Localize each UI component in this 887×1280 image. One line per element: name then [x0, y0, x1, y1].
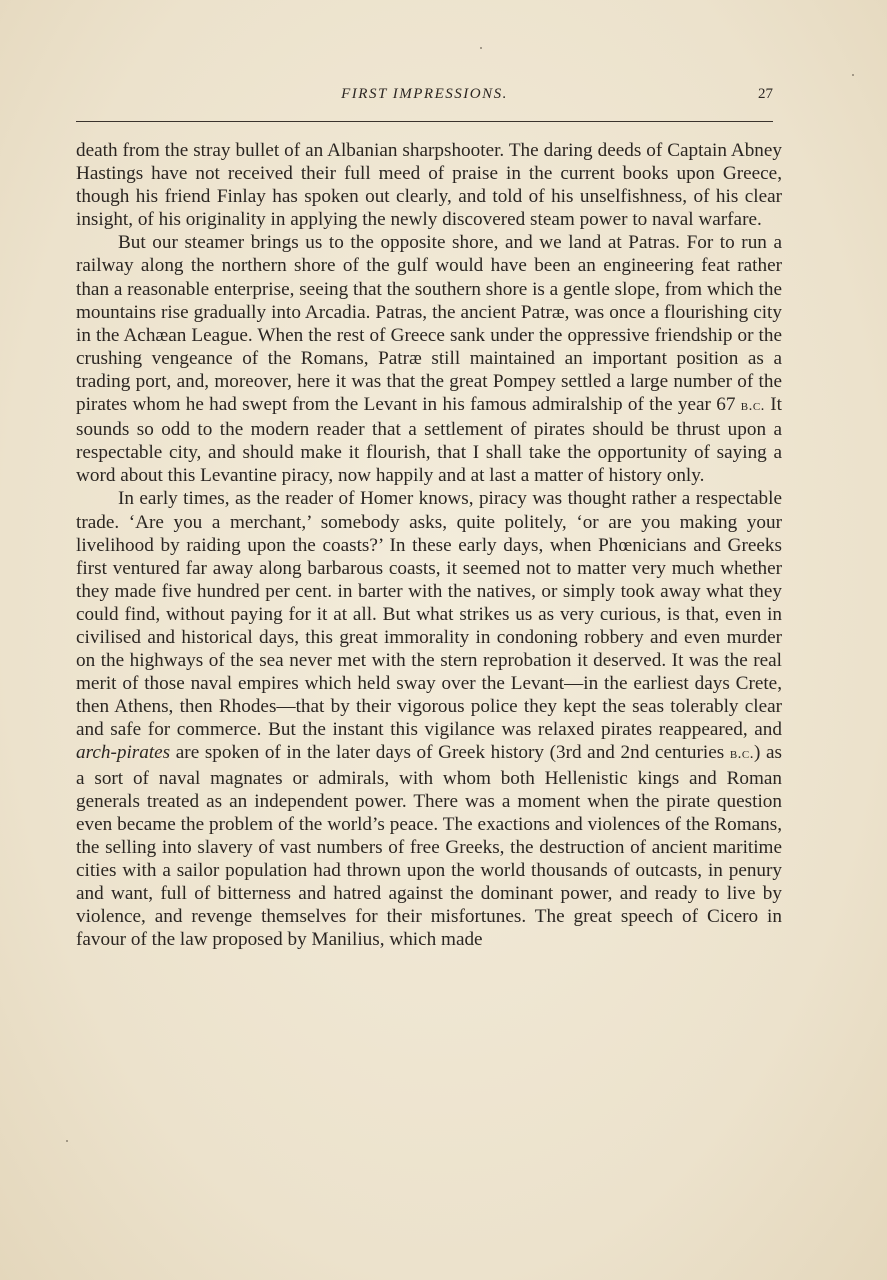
paragraph [76, 231, 782, 487]
text-run: But our steamer brings us to the opposite shore, and we land at Patras. For to run a railway along the northern shore of the gulf would have been an engineering feat rather than a reasonable enterprise, seeing that the southern shore is a gentle slope, from which the mountains rise gradually into Arcadia. Patras, the ancient Patræ, was once a flourishing city in the Achæan League. When the rest of Greece sank under the oppressive friendship or the crushing vengeance of the Romans, Patræ still maintained an important position as a trading port, and, moreover, here it was that the great Pompey settled a large number of the pirates whom he had swept from the Levant in his famous admiralship of the year 67 [76, 232, 782, 416]
era-abbreviation: b.c. [729, 746, 754, 763]
body-text [76, 139, 782, 951]
running-title: FIRST IMPRESSIONS. [341, 86, 508, 102]
text-run: death from the stray bullet of an Albanian sharpshooter. The daring deeds of Captain Abney Hastings have not received their full meed of praise in the current books upon Greece, though his friend Finlay has spoken out clearly, and told of his unselfishness, of his clear insight, of his originality in applying the newly discovered steam power to naval warfare. [76, 140, 782, 231]
page-number: 27 [758, 86, 773, 102]
print-speck [66, 1140, 68, 1142]
print-speck [852, 74, 854, 76]
italic-term: arch-pirates [76, 742, 171, 764]
page-header [76, 86, 773, 110]
header-rule [76, 121, 773, 122]
text-run: In early times, as the reader of Homer knows, piracy was thought rather a respectable trade. ‘Are you a merchant,’ somebody asks, quite politely, ‘or are you making your livelihood by raiding upon the coasts?’ In these early days, when Phœnicians and Greeks first ventured far away along barbarous coasts, it seemed not to matter very much whether they made five hundred per cent. in barter with the natives, or simply took away what they could find, without paying for it at all. But what strikes us as very curious, is that, even in civilised and historical days, this great immorality in condoning robbery and even murder on the highways of the sea never met with the stern reprobation it deserved. It was the real merit of those naval empires which held sway over the Levant—in the earliest days Crete, then Athens, then Rhodes—that by their vigorous police they kept the seas tolerably clear and safe for commerce. But the instant this vigilance was relaxed pirates reappeared, and [76, 488, 782, 741]
text-run: It sounds so odd to the modern reader that a settlement of pirates should be thrust upon a respectable city, and should make it flourish, that I shall take the opportunity of saying a word about this Levantine piracy, now happily and at last a matter of history only. [76, 394, 782, 487]
print-speck [480, 47, 482, 49]
paragraph [76, 487, 782, 951]
paragraph [76, 139, 782, 231]
era-abbreviation: b.c. [740, 398, 765, 415]
text-run: ) as a sort of naval magnates or admirals, with whom both Hellenistic kings and Roman generals treated as an independent power. There was a moment when the pirate question even became the problem of the world’s peace. The exactions and violences of the Romans, the selling into slavery of vast numbers of free Greeks, the destruction of ancient maritime cities with a sailor population had thrown upon the world thousands of outcasts, in penury and want, full of bitterness and hatred against the dominant power, and ready to live by violence, and revenge themselves for their misfortunes. The great speech of Cicero in favour of the law proposed by Manilius, which made [76, 742, 782, 951]
text-run: are spoken of in the later days of Greek history (3rd and 2nd centuries [170, 742, 730, 764]
